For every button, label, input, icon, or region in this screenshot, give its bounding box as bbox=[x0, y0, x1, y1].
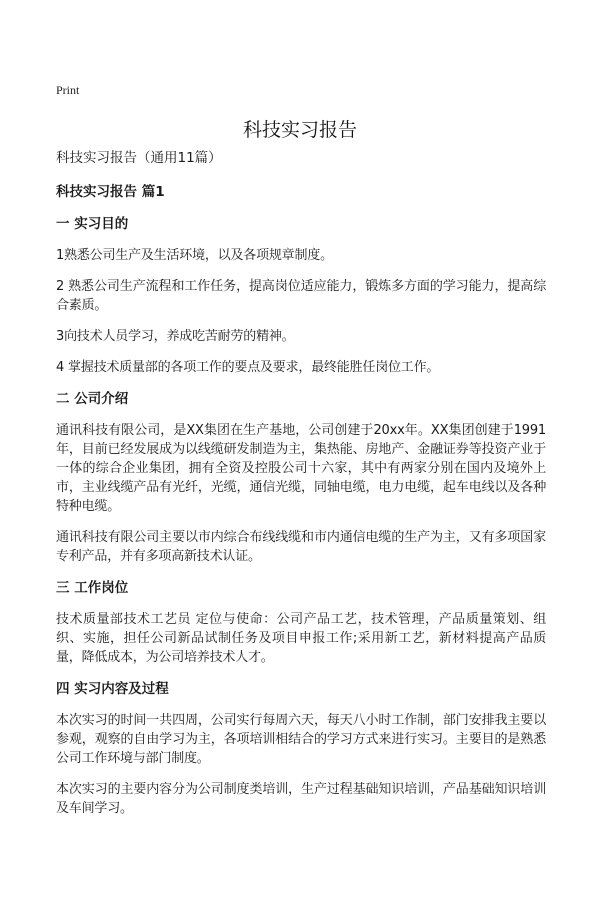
page-title: 科技实习报告 bbox=[242, 119, 357, 141]
paragraph: 2 熟悉公司生产流程和工作任务，提高岗位适应能力，锻炼多方面的学习能力，提高综合素质。 bbox=[56, 279, 546, 313]
document-body bbox=[56, 148, 546, 830]
section-heading: 三 工作岗位 bbox=[56, 580, 129, 596]
section-heading: 四 实习内容及过程 bbox=[56, 681, 169, 697]
section-content bbox=[56, 679, 546, 818]
section-purpose bbox=[56, 214, 546, 377]
section-position bbox=[56, 578, 546, 667]
section-heading: 二 公司介绍 bbox=[56, 391, 129, 407]
section-heading: 一 实习目的 bbox=[56, 216, 129, 232]
print-link[interactable]: Print bbox=[56, 83, 80, 97]
paragraph: 3向技术人员学习，养成吃苦耐劳的精神。 bbox=[56, 329, 295, 344]
paragraph: 通讯科技有限公司，是XX集团在生产基地，公司创建于20xx年。XX集团创建于1991年，目前已经发展成为以线缆研发制造为主，集热能、房地产、金融证券等投资产业于一体的综合企业集团，拥有全资及控股公司十六家，其中有两家分别在国内及境外上市，主业线缆产品有光纤，光缆，通信光缆，同轴电缆，电力电缆，起车电线以及各种特种电缆。 bbox=[56, 423, 546, 514]
part-title: 科技实习报告 篇1 bbox=[56, 184, 165, 200]
paragraph: 本次实习的时间一共四周，公司实行每周六天，每天八小时工作制，部门安排我主要以参观，观察的自由学习为主，各项培训相结合的学习方式来进行实习。主要目的是熟悉公司工作环境与部门制度。 bbox=[56, 713, 546, 766]
section-company bbox=[56, 389, 546, 566]
paragraph: 4 掌握技术质量部的各项工作的要点及要求，最终能胜任岗位工作。 bbox=[56, 360, 440, 375]
paragraph: 本次实习的主要内容分为公司制度类培训，生产过程基础知识培训，产品基础知识培训及车间学习。 bbox=[56, 782, 546, 816]
document-subtitle: 科技实习报告（通用11篇） bbox=[56, 150, 222, 166]
paragraph: 1熟悉公司生产及生活环境，以及各项规章制度。 bbox=[56, 248, 333, 263]
paragraph: 技术质量部技术工艺员 定位与使命：公司产品工艺，技术管理，产品质量策划、组织、实施，担任公司新品试制任务及项目申报工作;采用新工艺，新材料提高产品质量，降低成本，为公司培养技术人才。 bbox=[56, 612, 546, 665]
paragraph: 通讯科技有限公司主要以市内综合布线线缆和市内通信电缆的生产为主，又有多项国家专利产品，并有多项高新技术认证。 bbox=[56, 530, 546, 564]
